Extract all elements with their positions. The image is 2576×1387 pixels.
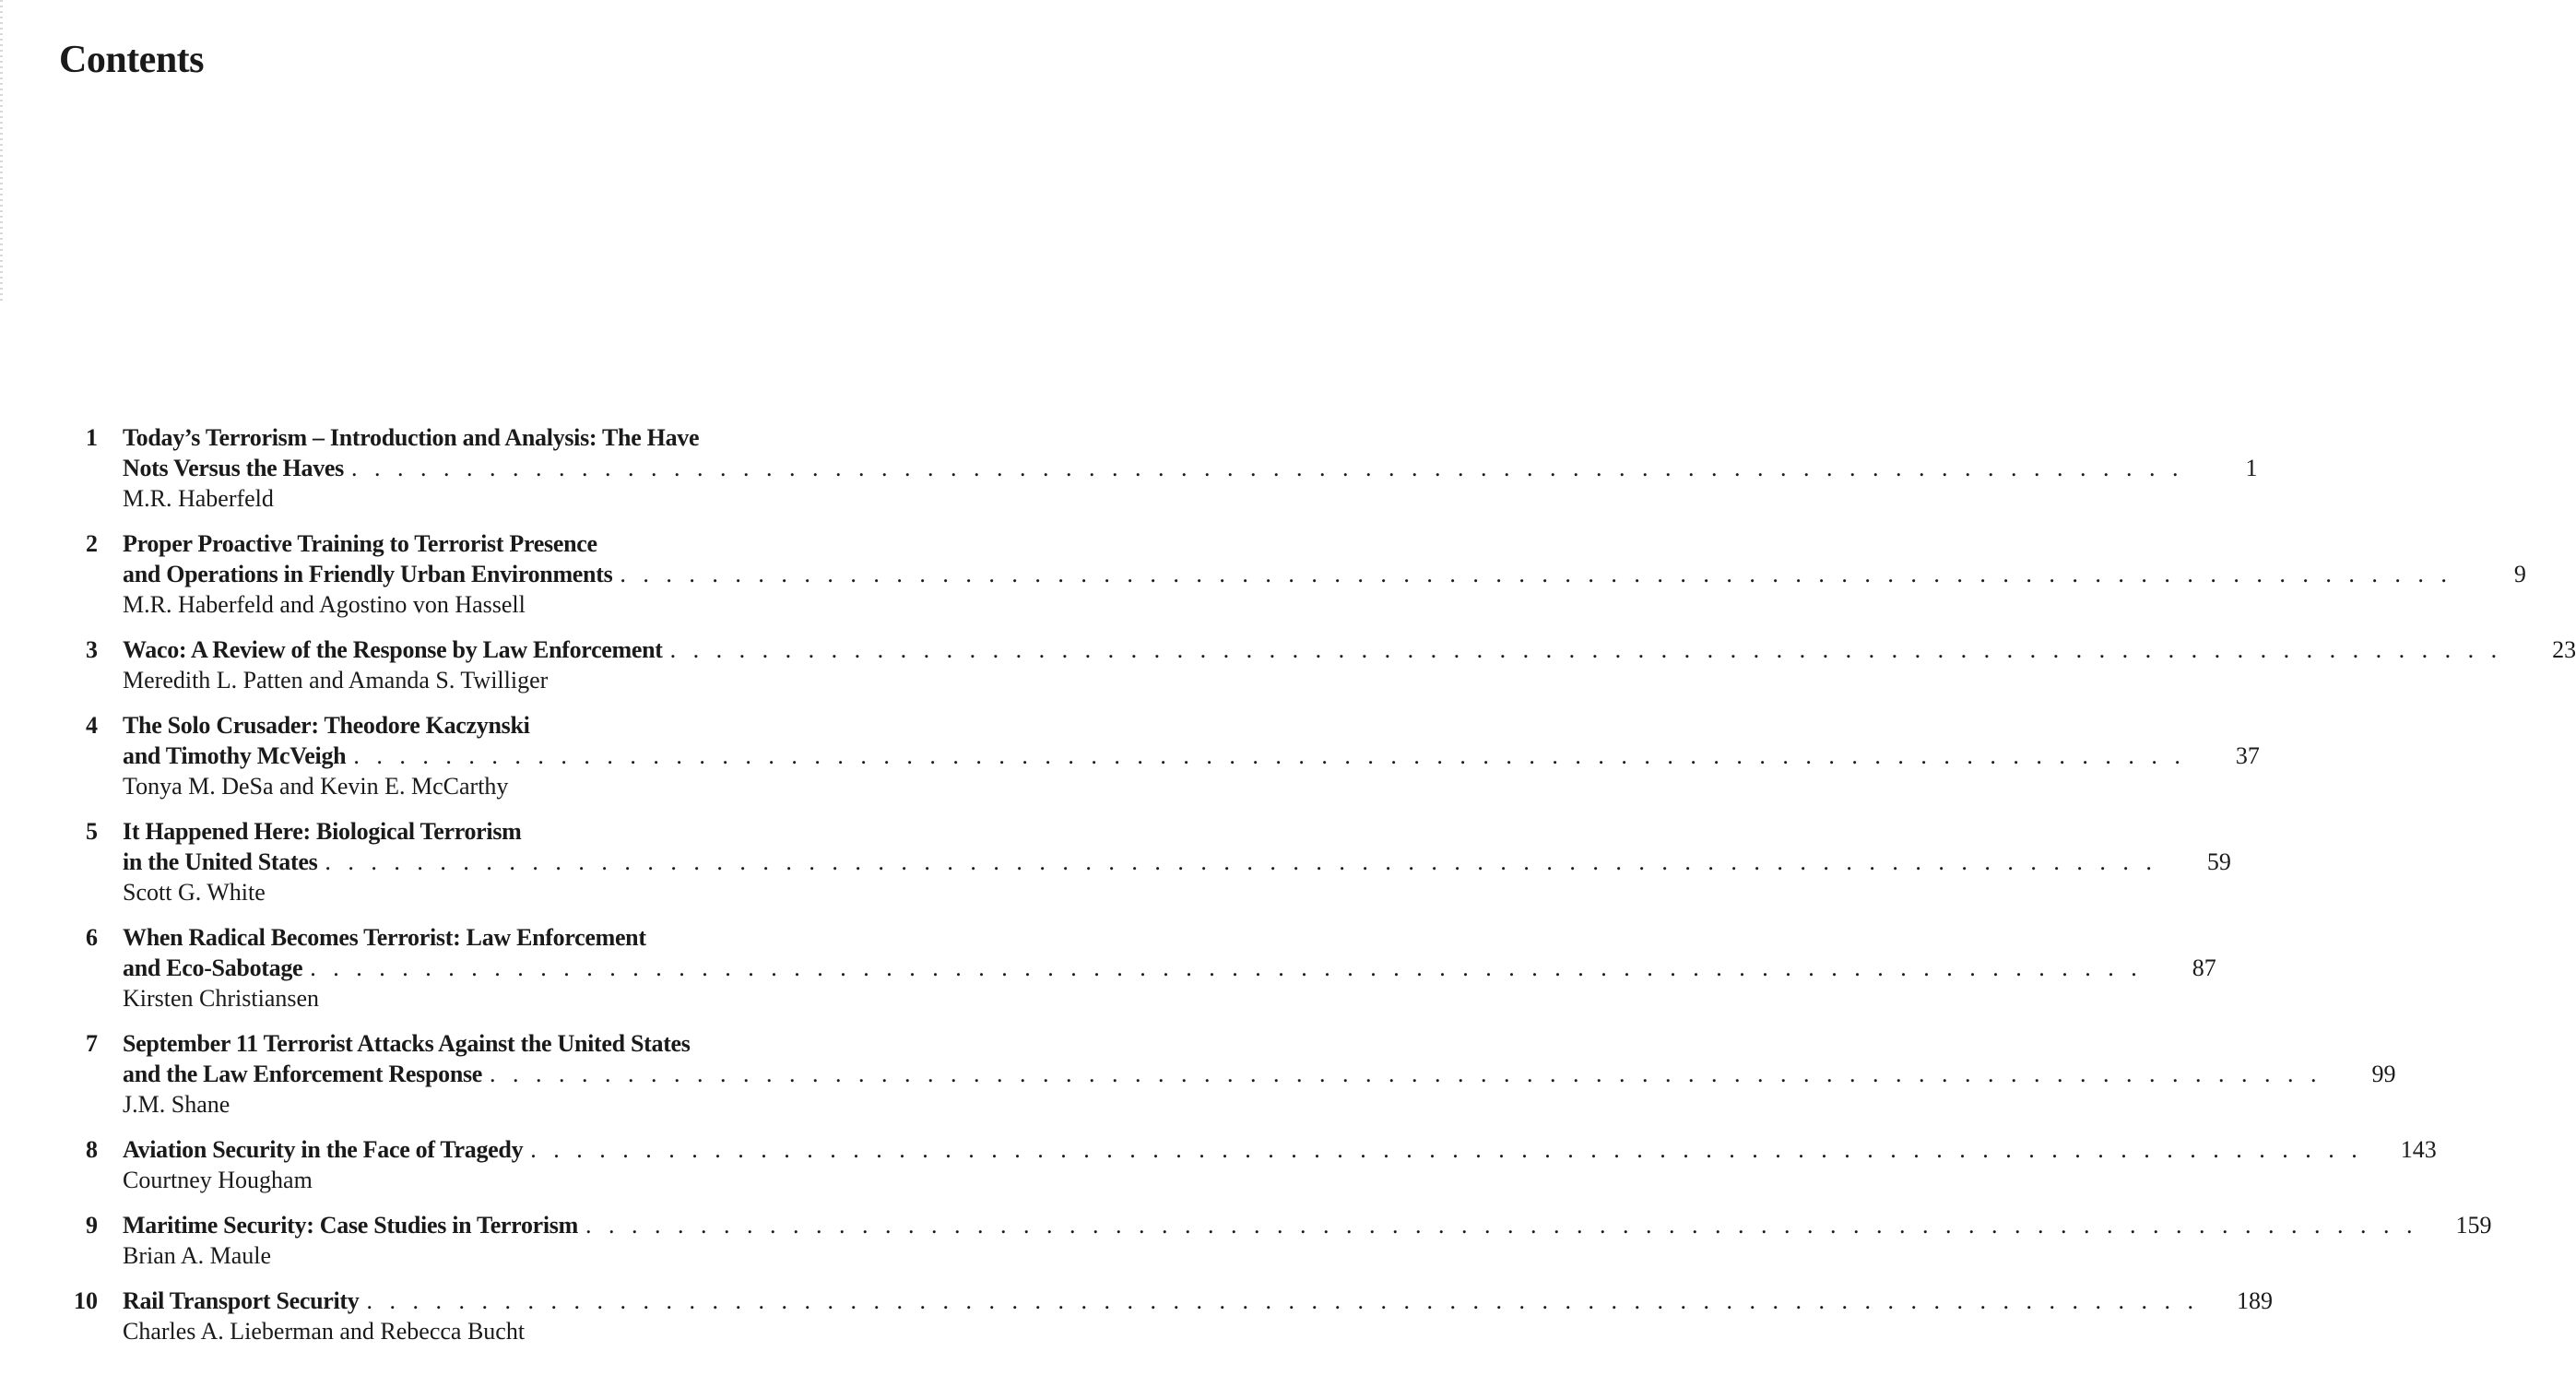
chapter-authors: Meredith L. Patten and Amanda S. Twilliger bbox=[123, 667, 549, 694]
scan-edge-artifact bbox=[0, 0, 3, 304]
chapter-title-leader-line bbox=[123, 1059, 2396, 1089]
chapter-title-line: Today’s Terrorism – Introduction and Analysis: The Have bbox=[123, 424, 700, 451]
chapter-page-number: 143 bbox=[2400, 1136, 2437, 1163]
chapter-title-line: September 11 Terrorist Attacks Against the United States bbox=[123, 1030, 691, 1057]
chapter-body bbox=[123, 422, 2258, 514]
chapter-authors: J.M. Shane bbox=[123, 1091, 230, 1118]
dot-leader: . . . . . . . . . . . . . . . . . . . . . . . . . . . . . . . . . . . . . . . . . . . . . . . . . . . . . . . . . . . . . . . . . . . . . . . . . . . . . . . . bbox=[490, 1061, 2322, 1087]
chapter-number: 2 bbox=[86, 530, 98, 557]
chapter-title-line: The Solo Crusader: Theodore Kaczynski bbox=[123, 712, 530, 739]
chapter-page-number: 37 bbox=[2235, 742, 2260, 769]
chapter-title-line: Proper Proactive Training to Terrorist Presence bbox=[123, 530, 597, 557]
dot-leader: . . . . . . . . . . . . . . . . . . . . . . . . . . . . . . . . . . . . . . . . . . . . . . . . . . . . . . . . . . . . . . . . . . . . . . . . . . . . . . . . bbox=[585, 1212, 2418, 1239]
chapter-title: Aviation Security in the Face of Tragedy bbox=[123, 1136, 524, 1163]
chapter-body bbox=[123, 528, 2526, 620]
chapter-body bbox=[123, 1286, 2273, 1346]
chapter-number: 4 bbox=[86, 712, 98, 739]
chapter-page-number: 9 bbox=[2513, 561, 2526, 587]
chapter-title-leader-line bbox=[123, 953, 2216, 983]
chapter-body bbox=[123, 1210, 2492, 1271]
chapter-title-line: When Radical Becomes Terrorist: Law Enforcement bbox=[123, 924, 646, 951]
chapter-authors: Brian A. Maule bbox=[123, 1242, 272, 1269]
chapter-body bbox=[123, 710, 2260, 801]
chapter-authors: Scott G. White bbox=[123, 879, 266, 906]
dot-leader: . . . . . . . . . . . . . . . . . . . . . . . . . . . . . . . . . . . . . . . . . . . . . . . . . . . . . . . . . . . . . . . . . . . . . . . . . . . . . . . . bbox=[325, 848, 2157, 875]
chapter-page-number: 99 bbox=[2371, 1061, 2396, 1087]
chapter-title: in the United States bbox=[123, 848, 318, 875]
chapter-authors: M.R. Haberfeld and Agostino von Hassell bbox=[123, 591, 526, 618]
chapter-body bbox=[123, 1134, 2437, 1195]
chapter-page-number: 189 bbox=[2236, 1287, 2273, 1314]
dot-leader: . . . . . . . . . . . . . . . . . . . . . . . . . . . . . . . . . . . . . . . . . . . . . . . . . . . . . . . . . . . . . . . . . . . . . . . . . . . . . . . . bbox=[353, 742, 2186, 769]
chapter-body bbox=[123, 1028, 2396, 1120]
dot-leader: . . . . . . . . . . . . . . . . . . . . . . . . . . . . . . . . . . . . . . . . . . . . . . . . . . . . . . . . . . . . . . . . . . . . . . . . . . . . . . . . bbox=[620, 561, 2452, 587]
chapter-authors: Tonya M. DeSa and Kevin E. McCarthy bbox=[123, 773, 509, 800]
chapter-title-leader-line bbox=[123, 741, 2260, 771]
chapter-body bbox=[123, 816, 2231, 907]
chapter-title-leader-line bbox=[123, 1286, 2273, 1316]
chapter-number: 10 bbox=[74, 1287, 98, 1314]
chapter-page-number: 1 bbox=[2245, 455, 2258, 481]
chapter-title: Waco: A Review of the Response by Law Enforcement bbox=[123, 636, 663, 663]
chapter-number: 9 bbox=[86, 1212, 98, 1239]
page-title: Contents bbox=[59, 39, 205, 81]
chapter-number: 3 bbox=[86, 636, 98, 663]
chapter-title: and the Law Enforcement Response bbox=[123, 1061, 483, 1087]
dot-leader: . . . . . . . . . . . . . . . . . . . . . . . . . . . . . . . . . . . . . . . . . . . . . . . . . . . . . . . . . . . . . . . . . . . . . . . . . . . . . . . . bbox=[366, 1287, 2199, 1314]
chapter-title-leader-line bbox=[123, 847, 2231, 877]
chapter-page-number: 23 bbox=[2552, 636, 2576, 663]
chapter-authors: Courtney Hougham bbox=[123, 1167, 313, 1193]
chapter-number: 7 bbox=[86, 1030, 98, 1057]
chapter-title: and Timothy McVeigh bbox=[123, 742, 347, 769]
chapter-authors: M.R. Haberfeld bbox=[123, 485, 274, 512]
chapter-authors: Kirsten Christiansen bbox=[123, 985, 320, 1012]
chapter-title-leader-line bbox=[123, 559, 2526, 589]
chapter-title: Rail Transport Security bbox=[123, 1287, 360, 1314]
chapter-page-number: 159 bbox=[2455, 1212, 2492, 1239]
chapter-title: Maritime Security: Case Studies in Terrorism bbox=[123, 1212, 578, 1239]
chapter-number: 5 bbox=[86, 818, 98, 845]
chapter-title: and Eco-Sabotage bbox=[123, 954, 303, 981]
chapter-title: Nots Versus the Haves bbox=[123, 455, 344, 481]
chapter-page-number: 59 bbox=[2206, 848, 2231, 875]
chapter-page-number: 87 bbox=[2192, 954, 2216, 981]
chapter-authors: Charles A. Lieberman and Rebecca Bucht bbox=[123, 1318, 526, 1345]
chapter-body bbox=[123, 634, 2576, 695]
dot-leader: . . . . . . . . . . . . . . . . . . . . . . . . . . . . . . . . . . . . . . . . . . . . . . . . . . . . . . . . . . . . . . . . . . . . . . . . . . . . . . . . bbox=[530, 1136, 2363, 1163]
chapter-number: 6 bbox=[86, 924, 98, 951]
chapter-title-leader-line bbox=[123, 634, 2576, 665]
chapter-number: 1 bbox=[86, 424, 98, 451]
chapter-title: and Operations in Friendly Urban Environments bbox=[123, 561, 613, 587]
chapter-title-line: It Happened Here: Biological Terrorism bbox=[123, 818, 522, 845]
dot-leader: . . . . . . . . . . . . . . . . . . . . . . . . . . . . . . . . . . . . . . . . . . . . . . . . . . . . . . . . . . . . . . . . . . . . . . . . . . . . . . . . bbox=[669, 636, 2503, 663]
dot-leader: . . . . . . . . . . . . . . . . . . . . . . . . . . . . . . . . . . . . . . . . . . . . . . . . . . . . . . . . . . . . . . . . . . . . . . . . . . . . . . . . bbox=[310, 954, 2143, 981]
chapter-title-leader-line bbox=[123, 453, 2258, 483]
chapter-title-leader-line bbox=[123, 1210, 2492, 1240]
dot-leader: . . . . . . . . . . . . . . . . . . . . . . . . . . . . . . . . . . . . . . . . . . . . . . . . . . . . . . . . . . . . . . . . . . . . . . . . . . . . . . . . bbox=[351, 455, 2184, 481]
chapter-title-leader-line bbox=[123, 1134, 2437, 1165]
chapter-number: 8 bbox=[86, 1136, 98, 1163]
chapter-body bbox=[123, 922, 2216, 1014]
